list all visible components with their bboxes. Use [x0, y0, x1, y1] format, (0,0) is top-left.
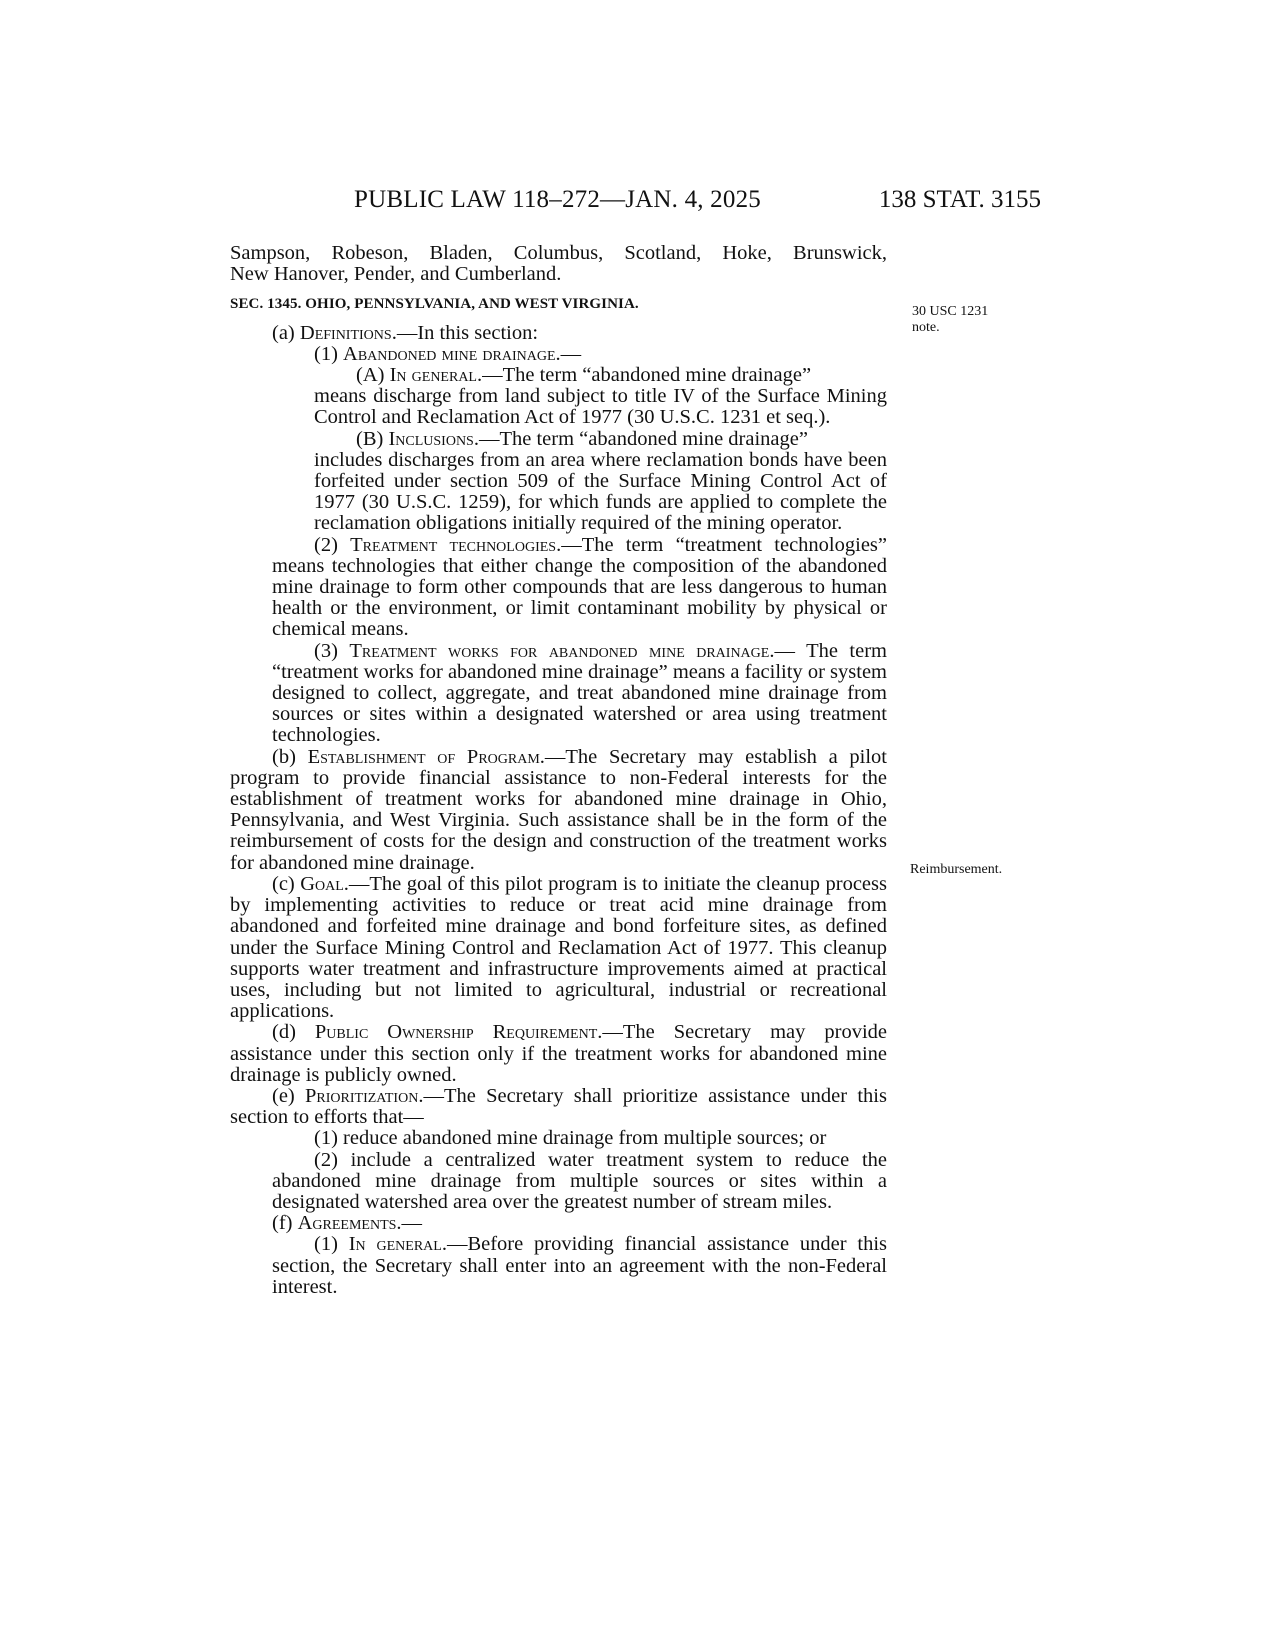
subparagraph-A-text: means discharge from land subject to title IV of the Surface Mining Control and Reclamation Act of 1977 (30 U.S.C. 1231 et seq.).: [314, 385, 887, 429]
subsection-b-heading: Establishment of Program: [307, 745, 540, 768]
paragraph-a2: [230, 535, 887, 641]
section-heading: SEC. 1345. OHIO, PENNSYLVANIA, AND WEST VIRGINIA.: [230, 296, 639, 313]
subsection-d-heading: Public Ownership Requirement: [314, 1021, 598, 1044]
subparagraph-A-first: [230, 365, 887, 386]
paragraph-a1-label: (1): [314, 342, 344, 365]
carryover-line-2: New Hanover, Pender, and Cumberland.: [230, 263, 562, 286]
subparagraph-B-first-text: .—The term “abandoned mine drainage”: [473, 427, 808, 450]
page-header: [354, 186, 1041, 216]
paragraph-e2: (2) include a centralized water treatment system to reduce the abandoned mine drainage from multiple sources or sites within a designated watershed area over the greatest number of stream miles.: [272, 1148, 887, 1213]
paragraph-e1: (1) reduce abandoned mine drainage from multiple sources; or: [314, 1127, 827, 1150]
subsection-d-text: .—The Secretary may provide assistance under this section only if the treatment works for abandoned mine drainage is publicly owned.: [230, 1021, 887, 1086]
paragraph-f1-heading: In general: [348, 1233, 442, 1256]
paragraph-a2-text: .—The term “treatment technologies” means technologies that either change the composition of the abandoned mine drainage to form other compounds that are less dangerous to human health or the environment, or limit contaminant mobility by physical or chemical means.: [272, 533, 888, 641]
carryover-line-1: Sampson, Robeson, Bladen, Columbus, Scotland, Hoke, Brunswick,: [230, 242, 887, 264]
paragraph-f1-label: (1): [314, 1233, 349, 1256]
margin-note-reimbursement: Reimbursement.: [910, 862, 1003, 877]
margin-note-usc-line1: 30 USC 1231: [912, 304, 989, 319]
subsection-e-heading: Prioritization: [305, 1084, 419, 1107]
paragraph-a2-label: (2): [314, 533, 351, 556]
subsection-f: [230, 1213, 887, 1234]
margin-note-usc: [912, 304, 988, 336]
subsection-c: [230, 874, 887, 1022]
running-head-title: PUBLIC LAW 118–272—JAN. 4, 2025: [354, 186, 761, 213]
subparagraph-A-first-text: .—The term “abandoned mine drainage”: [476, 364, 812, 387]
paragraph-a3-label: (3): [314, 639, 350, 662]
subparagraph-A-heading: In general: [389, 364, 477, 387]
subsection-d-label: (d): [272, 1021, 315, 1044]
subsection-a-text: .—In this section:: [391, 321, 539, 344]
subsection-a: [230, 323, 887, 344]
margin-note-usc-line2: note.: [912, 320, 940, 335]
subparagraph-B-heading: Inclusions: [388, 427, 474, 450]
subsection-c-heading: Goal: [300, 872, 344, 895]
subsection-c-label: (c): [272, 872, 301, 895]
subparagraph-B-first: [230, 429, 887, 450]
paragraph-a1-heading: Abandoned mine drainage: [343, 342, 556, 365]
subsection-b-label: (b): [272, 745, 308, 768]
statute-body: [230, 243, 887, 1298]
subsection-b-text: .—The Secretary may establish a pilot program to provide financial assistance to non-Federal interests for the establishment of treatment works for abandoned mine drainage in Ohio, Pennsylvania, and West Virginia. Such assistance shall be in the form of the reimbursement of costs for the design and construction of the treatment works for abandoned mine drainage.: [230, 745, 887, 874]
subsection-d: [230, 1022, 887, 1086]
paragraph-a1: [230, 344, 887, 365]
paragraph-a3: [230, 641, 887, 747]
subparagraph-B-label: (B): [356, 427, 389, 450]
subsection-e-label: (e): [272, 1084, 306, 1107]
subsection-b: [230, 747, 887, 874]
subsection-f-text: .—: [396, 1212, 423, 1235]
subparagraph-A-label: (A): [356, 364, 390, 387]
subsection-e-text: .—The Secretary shall prioritize assistance under this section to efforts that—: [230, 1084, 887, 1129]
paragraph-a2-heading: Treatment technologies: [350, 533, 557, 556]
paragraph-a3-heading: Treatment works for abandoned mine drainage: [349, 639, 770, 662]
subsection-f-label: (f): [272, 1212, 298, 1235]
subparagraph-B-text: includes discharges from an area where reclamation bonds have been forfeited under section 509 of the Surface Mining Control Act of 1977 (30 U.S.C. 1259), for which funds are applied to complete the reclamation obligations initially required of the mining operator.: [314, 448, 887, 535]
paragraph-a1-text: .—: [555, 342, 582, 365]
paragraph-a3-text: .— The term “treatment works for abandoned mine drainage” means a facility or system designed to collect, aggregate, and treat abandoned mine drainage from sources or sites within a designated watershed or area using treatment technologies.: [272, 639, 887, 747]
subsection-a-label: (a): [272, 321, 300, 344]
subsection-e: [230, 1086, 887, 1128]
subsection-f-heading: Agreements: [297, 1212, 397, 1235]
subsection-c-text: .—The goal of this pilot program is to initiate the cleanup process by implementing activities to reduce or treat acid mine drainage from abandoned and forfeited mine drainage and bond forfeiture sites, as defined under the Surface Mining Control and Reclamation Act of 1977. This cleanup supports water treatment and infrastructure improvements aimed at practical uses, including but not limited to agricultural, industrial or recreational applications.: [230, 872, 887, 1023]
paragraph-f1: [230, 1234, 887, 1298]
subsection-a-heading: Definitions: [299, 321, 392, 344]
statute-page-number: 138 STAT. 3155: [878, 186, 1041, 213]
paragraph-f1-text: .—Before providing financial assistance under this section, the Secretary shall enter into an agreement with the non-Federal interest.: [272, 1233, 888, 1298]
